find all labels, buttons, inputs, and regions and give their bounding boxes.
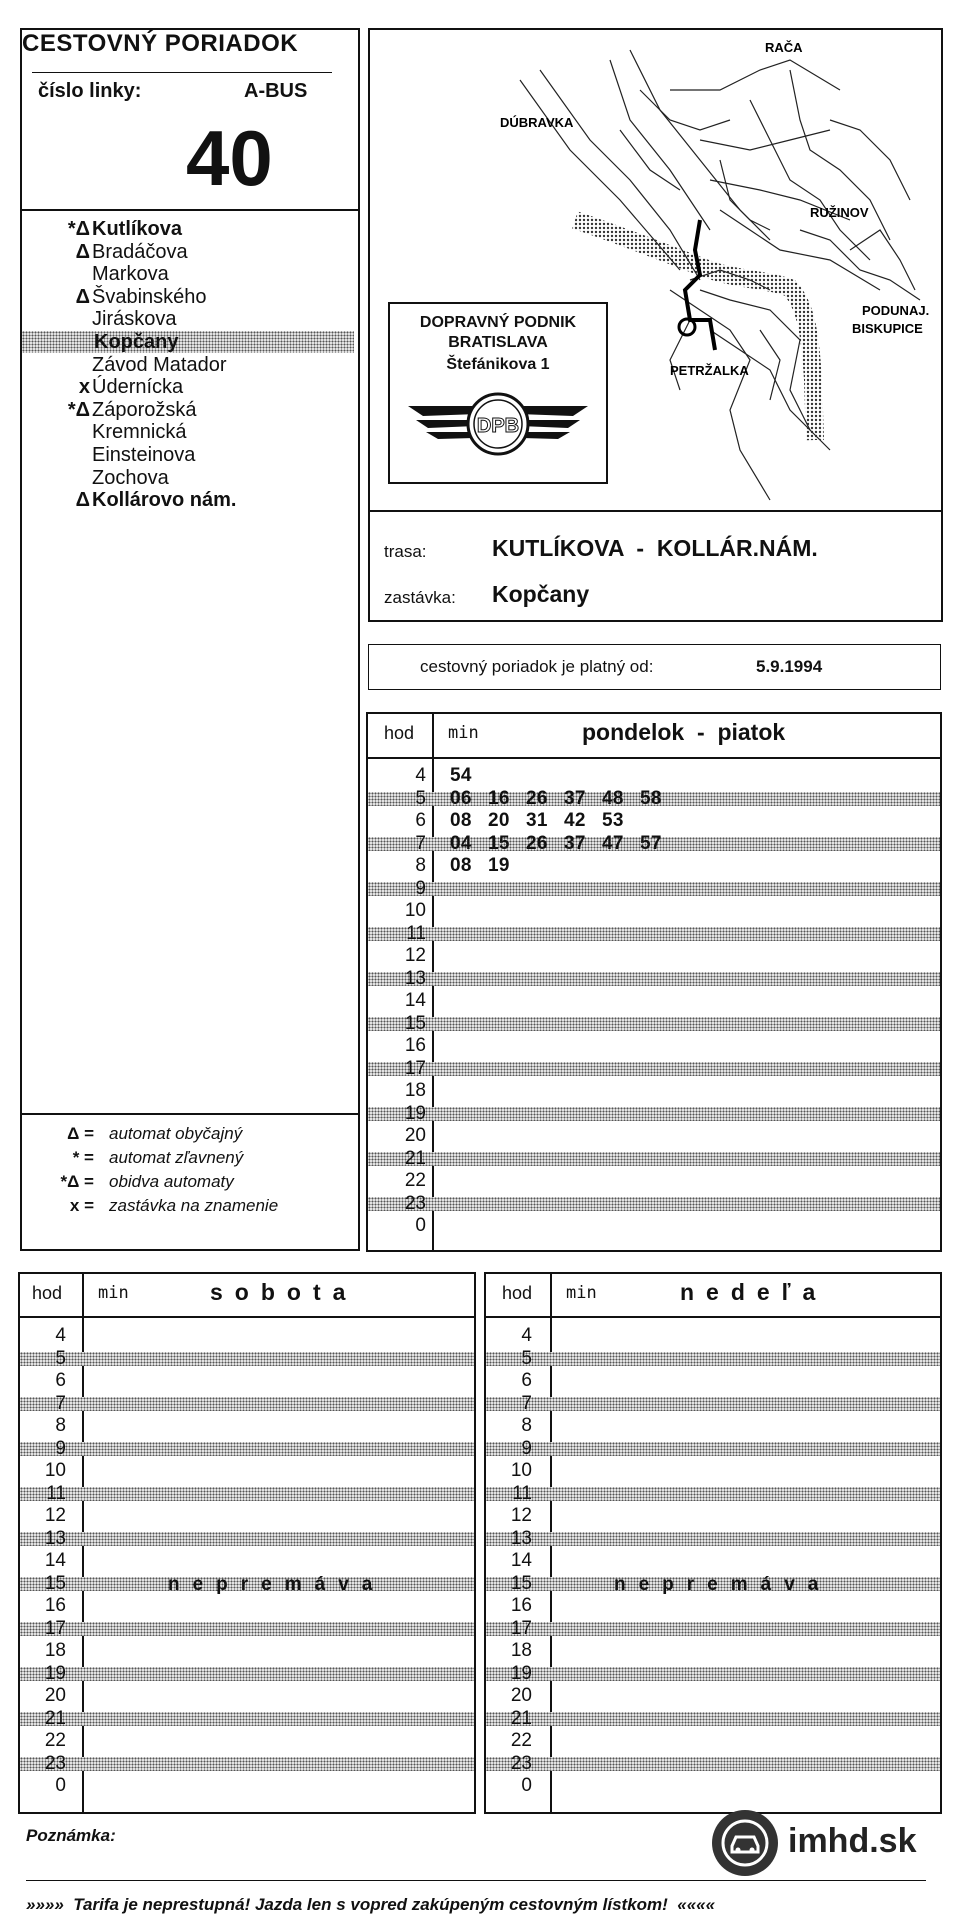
hour-label: 6 xyxy=(55,1370,66,1391)
stop-name: Záporožská xyxy=(92,398,197,421)
shaded-row xyxy=(20,1442,474,1456)
shaded-row xyxy=(368,1107,940,1121)
hour-label: 21 xyxy=(510,1707,532,1729)
hour-label: 17 xyxy=(404,1057,426,1079)
stop-name: Jiráskova xyxy=(92,308,177,331)
shaded-row xyxy=(486,1487,940,1501)
svg-text:DPB: DPB xyxy=(476,415,520,437)
shaded-row xyxy=(20,1487,474,1501)
hour-label: 10 xyxy=(44,1460,66,1481)
departure-minute: 57 xyxy=(640,832,662,854)
title-underline xyxy=(32,72,332,73)
company-name: DOPRAVNÝ PODNIK xyxy=(419,314,577,331)
map-label-podunaj: PODUNAJ. xyxy=(862,303,930,318)
stop-name: Einsteinova xyxy=(92,444,196,466)
legend-item xyxy=(24,1146,344,1169)
stop-item xyxy=(20,241,350,263)
legend-symbol: x = xyxy=(69,1196,94,1215)
legend-item xyxy=(24,1170,344,1193)
hour-label: 22 xyxy=(510,1730,532,1751)
stop-mark: Δ xyxy=(75,285,90,308)
stop-mark: x xyxy=(78,376,90,399)
departure-minute: 26 xyxy=(526,832,548,854)
hour-label: 7 xyxy=(55,1392,66,1414)
footer-divider xyxy=(26,1880,926,1881)
line-number: 40 xyxy=(186,114,273,202)
hour-label: 13 xyxy=(510,1527,532,1549)
hour-label: 11 xyxy=(512,1482,532,1504)
departure-minute: 08 xyxy=(450,810,472,831)
shaded-row xyxy=(486,1712,940,1726)
hour-label: 18 xyxy=(510,1640,532,1661)
stop-mark: Δ xyxy=(75,240,90,263)
saturday-note: nepremáva xyxy=(168,1574,386,1595)
hour-label: 5 xyxy=(521,1347,532,1369)
hour-label: 0 xyxy=(521,1775,532,1796)
saturday-hod-label: hod xyxy=(32,1283,63,1303)
stop-name: Kollárovo nám. xyxy=(92,489,237,512)
hour-label: 19 xyxy=(44,1662,66,1684)
hour-label: 0 xyxy=(415,1215,426,1236)
legend-text: obidva automaty xyxy=(109,1172,234,1191)
hour-label: 4 xyxy=(521,1325,532,1346)
brand-logo[interactable] xyxy=(712,1810,778,1876)
hour-label: 23 xyxy=(510,1752,532,1774)
company-address: Štefánikova 1 xyxy=(446,356,550,373)
hour-label: 22 xyxy=(404,1170,426,1191)
stop-item xyxy=(20,218,350,240)
stop-item xyxy=(20,467,350,489)
sunday-hod-label: hod xyxy=(502,1283,533,1303)
hour-label: 19 xyxy=(510,1662,532,1684)
shaded-row xyxy=(20,1532,474,1546)
stop-name: Údernícka xyxy=(92,376,184,399)
shaded-row xyxy=(368,1197,940,1211)
departure-minute: 47 xyxy=(602,832,624,854)
stop-item xyxy=(20,399,350,421)
departure-minute: 20 xyxy=(488,810,510,831)
hour-label: 0 xyxy=(55,1775,66,1796)
saturday-header-divider xyxy=(18,1316,476,1318)
departure-minute: 48 xyxy=(602,787,624,809)
hour-label: 22 xyxy=(44,1730,66,1751)
departure-minute: 31 xyxy=(526,810,548,831)
hour-label: 12 xyxy=(510,1505,532,1526)
shaded-row xyxy=(20,1757,474,1771)
departure-minute: 37 xyxy=(564,832,586,854)
saturday-min-label: min xyxy=(98,1283,129,1303)
weekday-header-divider xyxy=(366,757,942,759)
hour-label: 12 xyxy=(404,945,426,966)
hour-label: 13 xyxy=(44,1527,66,1549)
legend-symbol: Δ = xyxy=(67,1124,94,1143)
shaded-row xyxy=(368,1152,940,1166)
dpb-logo xyxy=(398,386,598,466)
company-box xyxy=(388,302,608,484)
shaded-row xyxy=(486,1352,940,1366)
stop-item xyxy=(20,376,350,398)
stop-item xyxy=(20,354,350,376)
hour-label: 6 xyxy=(415,810,426,831)
shaded-row xyxy=(486,1622,940,1636)
departure-minute: 26 xyxy=(526,787,548,809)
departure-minute: 08 xyxy=(450,855,472,876)
legend-text: zastávka na znamenie xyxy=(109,1196,279,1215)
departure-minute: 16 xyxy=(488,787,510,809)
map-label-raca: RAČA xyxy=(765,40,803,55)
departure-minute: 54 xyxy=(450,765,472,786)
hour-label: 6 xyxy=(521,1370,532,1391)
shaded-row xyxy=(20,1712,474,1726)
hour-label: 16 xyxy=(510,1595,532,1616)
hour-label: 10 xyxy=(404,900,426,921)
trasa-label: trasa: xyxy=(384,542,427,561)
hour-label: 15 xyxy=(44,1572,66,1594)
shaded-row xyxy=(368,1062,940,1076)
stop-item xyxy=(20,489,350,511)
shaded-row xyxy=(20,1622,474,1636)
shaded-row xyxy=(20,1397,474,1411)
document-title: CESTOVNÝ PORIADOK xyxy=(22,30,299,57)
hour-label: 20 xyxy=(44,1685,66,1706)
hour-label: 13 xyxy=(404,967,426,989)
zastavka-label: zastávka: xyxy=(384,588,456,607)
minutes-row xyxy=(450,788,678,810)
departure-minute: 19 xyxy=(488,855,510,876)
bus-type: A-BUS xyxy=(244,80,308,102)
hour-label: 21 xyxy=(44,1707,66,1729)
hour-label: 4 xyxy=(55,1325,66,1346)
shaded-row xyxy=(368,972,940,986)
legend-item xyxy=(24,1122,344,1145)
hour-label: 23 xyxy=(404,1192,426,1214)
stop-item xyxy=(20,308,350,330)
hour-label: 7 xyxy=(415,832,426,854)
validity-date: 5.9.1994 xyxy=(756,657,823,676)
weekday-day-label: pondelok - piatok xyxy=(582,719,786,745)
shaded-row xyxy=(486,1667,940,1681)
map-label-ruzinov: RUŽINOV xyxy=(810,205,869,220)
hour-label: 16 xyxy=(404,1035,426,1056)
minutes-row xyxy=(450,855,526,877)
hour-label: 20 xyxy=(404,1125,426,1146)
weekday-hod-label: hod xyxy=(384,723,415,743)
shaded-row xyxy=(486,1757,940,1771)
departure-minute: 37 xyxy=(564,787,586,809)
minutes-row xyxy=(450,765,488,787)
validity-label: cestovný poriadok je platný od: xyxy=(420,657,654,676)
legend-symbol: * = xyxy=(72,1148,94,1167)
sunday-note: nepremáva xyxy=(614,1574,832,1595)
hour-label: 19 xyxy=(404,1102,426,1124)
sunday-min-label: min xyxy=(566,1283,597,1303)
stop-mark: Δ xyxy=(75,489,90,512)
hour-label: 12 xyxy=(44,1505,66,1526)
hour-label: 14 xyxy=(404,990,426,1011)
map-label-biskupice: BISKUPICE xyxy=(852,321,923,336)
shaded-row xyxy=(368,927,940,941)
hour-label: 5 xyxy=(55,1347,66,1369)
company-city: BRATISLAVA xyxy=(448,334,548,351)
hour-label: 18 xyxy=(404,1080,426,1101)
hour-label: 9 xyxy=(415,877,426,899)
brand-name[interactable]: imhd.sk xyxy=(788,1822,917,1860)
hour-label: 8 xyxy=(55,1415,66,1436)
zastavka-value: Kopčany xyxy=(492,581,590,607)
shaded-row xyxy=(486,1532,940,1546)
departure-minute: 58 xyxy=(640,787,662,809)
stop-item xyxy=(20,421,350,443)
hour-label: 8 xyxy=(521,1415,532,1436)
stop-name: Zochova xyxy=(92,466,169,489)
line-number-label: číslo linky: xyxy=(38,80,142,102)
sunday-day-label: nedeľa xyxy=(680,1279,828,1305)
hour-label: 4 xyxy=(415,765,426,786)
stop-name: Závod Matador xyxy=(92,353,227,376)
tariff-notice: »»»» Tarifa je neprestupná! Jazda len s vopred zakúpeným cestovným lístkom! «««« xyxy=(26,1895,716,1914)
departure-minute: 42 xyxy=(564,810,586,831)
stop-name: Bradáčova xyxy=(92,240,188,263)
stop-name: Kutlíkova xyxy=(92,218,183,240)
stop-name: Švabinského xyxy=(92,285,207,308)
stop-mark: *Δ xyxy=(67,398,90,421)
hour-label: 20 xyxy=(510,1685,532,1706)
shaded-row xyxy=(486,1397,940,1411)
sunday-header-divider xyxy=(484,1316,942,1318)
car-icon xyxy=(712,1810,778,1876)
hour-label: 11 xyxy=(406,922,426,944)
map-label-petrzalka: PETRŽALKA xyxy=(670,363,749,378)
minutes-row xyxy=(450,810,640,832)
hour-label: 8 xyxy=(415,855,426,876)
hour-label: 7 xyxy=(521,1392,532,1414)
departure-minute: 06 xyxy=(450,787,472,809)
map-box xyxy=(368,28,943,512)
hour-label: 17 xyxy=(44,1617,66,1639)
stop-mark: *Δ xyxy=(67,218,90,240)
hour-label: 5 xyxy=(415,787,426,809)
stop-name: Markova xyxy=(92,263,169,286)
hour-label: 14 xyxy=(510,1550,532,1571)
legend-text: automat obyčajný xyxy=(109,1124,243,1143)
stop-name: Kremnická xyxy=(92,421,187,444)
current-stop xyxy=(22,331,354,353)
hour-label: 9 xyxy=(521,1437,532,1459)
hour-label: 21 xyxy=(404,1147,426,1169)
weekday-min-label: min xyxy=(448,723,479,743)
shaded-row xyxy=(368,882,940,896)
hour-label: 23 xyxy=(44,1752,66,1774)
hour-label: 17 xyxy=(510,1617,532,1639)
stop-name: Kopčany xyxy=(94,331,179,353)
hour-label: 18 xyxy=(44,1640,66,1661)
shaded-row xyxy=(20,1667,474,1681)
hour-label: 15 xyxy=(404,1012,426,1034)
legend-text: automat zľavnený xyxy=(109,1148,244,1167)
hour-label: 11 xyxy=(46,1482,66,1504)
hour-label: 10 xyxy=(510,1460,532,1481)
shaded-row xyxy=(486,1442,940,1456)
departure-minute: 04 xyxy=(450,832,472,854)
legend-symbol: *Δ = xyxy=(60,1172,94,1191)
trasa-value: KUTLÍKOVA - KOLLÁR.NÁM. xyxy=(492,535,818,561)
hour-label: 9 xyxy=(55,1437,66,1459)
hour-label: 16 xyxy=(44,1595,66,1616)
stop-item xyxy=(20,444,350,466)
map-label-dubravka: DÚBRAVKA xyxy=(500,115,574,130)
shaded-row xyxy=(368,1017,940,1031)
departure-minute: 15 xyxy=(488,832,510,854)
saturday-day-label: sobota xyxy=(210,1279,358,1305)
hour-label: 15 xyxy=(510,1572,532,1594)
minutes-row xyxy=(450,833,678,855)
legend-item xyxy=(24,1194,344,1217)
footnote-label: Poznámka: xyxy=(26,1826,116,1845)
legend-divider xyxy=(20,1113,360,1115)
route-line xyxy=(685,220,715,350)
hour-label: 14 xyxy=(44,1550,66,1571)
shaded-row xyxy=(20,1352,474,1366)
stop-item xyxy=(20,286,350,308)
departure-minute: 53 xyxy=(602,810,624,831)
stop-item xyxy=(20,263,350,285)
